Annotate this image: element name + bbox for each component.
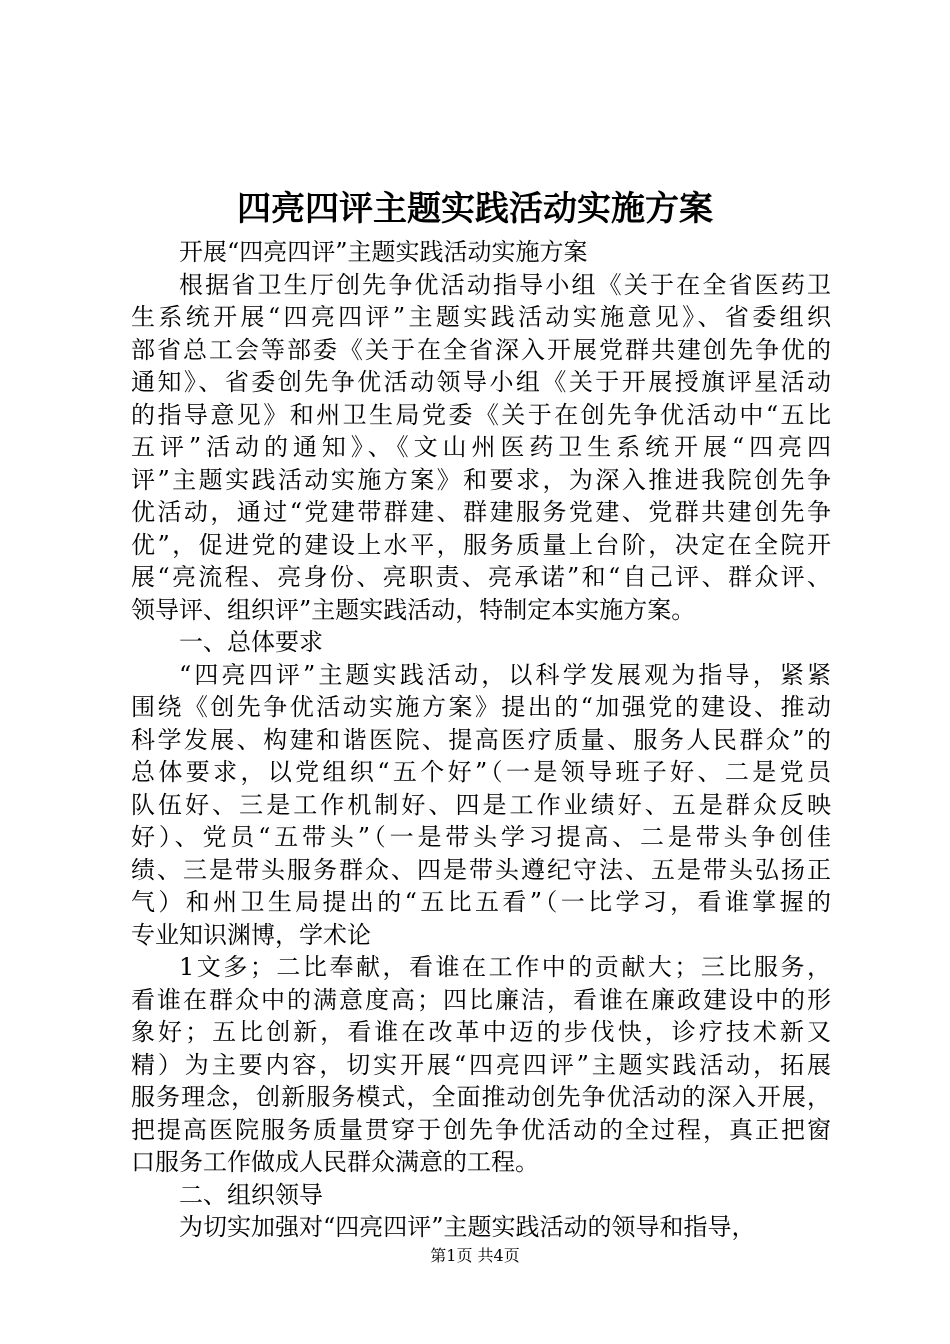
body-line: 优活动，通过“党建带群建、群建服务党建、党群共建创先争: [131, 498, 831, 526]
body-line: 口服务工作做成人民群众满意的工程。: [131, 1148, 539, 1176]
body-line: 通知》、省委创先争优活动领导小组《关于开展授旗评星活动: [131, 368, 831, 396]
body-line: 优”，促进党的建设上水平，服务质量上台阶，决定在全院开: [131, 530, 831, 559]
body-line: 部省总工会等部委《关于在全省深入开展党群共建创先争优的: [131, 335, 831, 364]
body-line: 生系统开展“四亮四评”主题实践活动实施意见》、省委组织: [131, 303, 831, 331]
body-line: 气）和州卫生局提出的“五比五看”（一比学习，看谁掌握的: [131, 888, 831, 916]
body-line: 根据省卫生厅创先争优活动指导小组《关于在全省医药卫: [179, 270, 831, 299]
body-line: 把提高医院服务质量贯穿于创先争优活动的全过程，真正把窗: [131, 1115, 831, 1144]
body-line: 队伍好、三是工作机制好、四是工作业绩好、五是群众反映: [131, 790, 831, 819]
body-line: 好）、党员“五带头”（一是带头学习提高、二是带头争创佳: [131, 823, 831, 851]
body-line: 服务理念，创新服务模式，全面推动创先争优活动的深入开展，: [131, 1083, 831, 1111]
body-line: 看谁在群众中的满意度高；四比廉洁，看谁在廉政建设中的形: [131, 985, 831, 1014]
body-line: 象好；五比创新，看谁在改革中迈的步伐快，诊疗技术新又: [131, 1018, 831, 1046]
body-line: 评”主题实践活动实施方案》和要求，为深入推进我院创先争: [131, 465, 831, 494]
body-line: 精）为主要内容，切实开展“四亮四评”主题实践活动，拓展: [131, 1050, 831, 1079]
body-line: “四亮四评”主题实践活动，以科学发展观为指导，紧紧: [179, 660, 831, 689]
body-line: 绩、三是带头服务群众、四是带头遵纪守法、五是带头弘扬正: [131, 855, 831, 884]
body-line: 五评”活动的通知》、《文山州医药卫生系统开展“四亮四: [131, 433, 831, 461]
body-line: 开展“四亮四评”主题实践活动实施方案: [179, 238, 588, 266]
document-title: 四亮四评主题实践活动实施方案: [237, 189, 713, 229]
body-line: 展“亮流程、亮身份、亮职责、亮承诺”和“自己评、群众评、: [131, 563, 831, 591]
body-line: 领导评、组织评”主题实践活动，特制定本实施方案。: [131, 595, 696, 624]
body-line: 科学发展、构建和谐医院、提高医疗质量、服务人民群众”的: [131, 725, 831, 754]
body-line: 1文多；二比奉献，看谁在工作中的贡献大；三比服务，: [179, 953, 831, 981]
body-line: 专业知识渊博，学术论: [131, 920, 371, 949]
body-line: 总体要求，以党组织“五个好”（一是领导班子好、二是党员: [131, 758, 831, 786]
section-heading: 二、组织领导: [179, 1180, 323, 1209]
section-heading: 一、总体要求: [179, 628, 323, 656]
body-line: 围绕《创先争优活动实施方案》提出的“加强党的建设、推动: [131, 693, 831, 721]
body-line: 为切实加强对“四亮四评”主题实践活动的领导和指导，: [179, 1213, 756, 1241]
document-body: [131, 236, 831, 1244]
page-number: 第1页 共4页: [430, 1246, 520, 1265]
body-line: 的指导意见》和州卫生局党委《关于在创先争优活动中“五比: [131, 400, 831, 429]
